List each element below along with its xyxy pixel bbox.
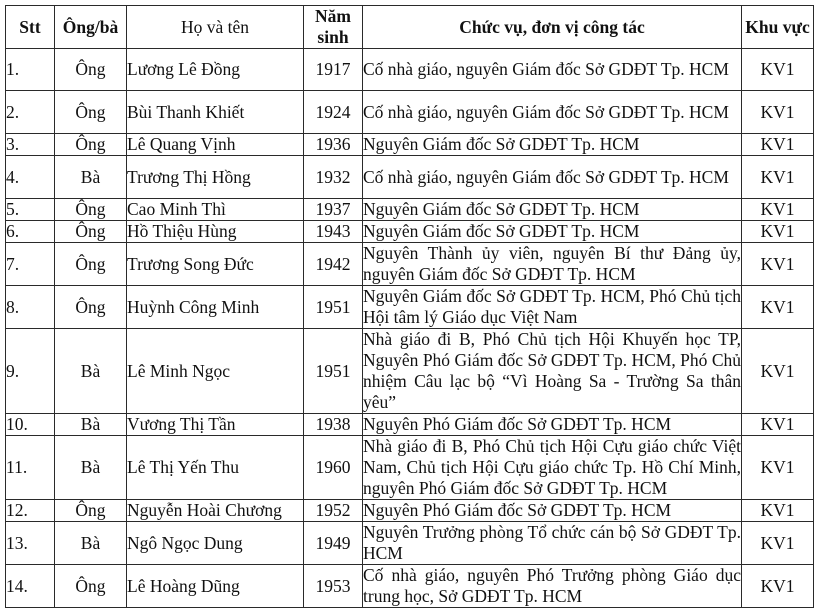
cell-title: Ông [55,91,127,134]
cell-birth-year: 1953 [304,565,363,608]
cell-name: Trương Thị Hồng [127,156,304,199]
cell-stt: 14. [6,565,55,608]
cell-birth-year: 1942 [304,243,363,286]
cell-stt: 2. [6,91,55,134]
header-row [6,6,814,49]
cell-stt: 12. [6,500,55,522]
table-row [6,199,814,221]
cell-stt: 10. [6,414,55,436]
cell-name: Vương Thị Tần [127,414,304,436]
cell-area: KV1 [742,134,814,156]
cell-position: Nguyên Phó Giám đốc Sở GDĐT Tp. HCM [363,414,742,436]
cell-title: Ông [55,134,127,156]
cell-name: Lê Minh Ngọc [127,329,304,414]
cell-area: KV1 [742,565,814,608]
cell-position: Nhà giáo đi B, Phó Chủ tịch Hội Khuyến học TP, Nguyên Phó Giám đốc Sở GDĐT Tp. HCM, Phó Chủ nhiệm Câu lạc bộ “Vì Hoàng Sa - Trường Sa thân yêu” [363,329,741,412]
cell-birth-year: 1949 [304,522,363,565]
cell-birth-year: 1960 [304,436,363,500]
table-row [6,91,814,134]
table-row [6,565,814,608]
cell-title: Ông [55,199,127,221]
cell-birth-year: 1937 [304,199,363,221]
table-row [6,49,814,91]
table-row [6,329,814,414]
honoree-table [5,5,814,608]
cell-area: KV1 [742,243,814,286]
cell-birth-year: 1943 [304,221,363,243]
table-row [6,243,814,286]
cell-area: KV1 [742,436,814,500]
cell-title: Ông [55,243,127,286]
cell-position: Nguyên Thành ủy viên, nguyên Bí thư Đảng ủy, nguyên Giám đốc Sở GDĐT Tp. HCM [363,243,741,284]
cell-area: KV1 [742,199,814,221]
cell-position: Nguyên Giám đốc Sở GDĐT Tp. HCM, Phó Chủ tịch Hội tâm lý Giáo dục Việt Nam [363,286,741,327]
table-row [6,221,814,243]
cell-title: Bà [55,436,127,500]
table-body [6,49,814,608]
cell-title: Ông [55,49,127,91]
cell-birth-year: 1917 [304,49,363,91]
cell-area: KV1 [742,221,814,243]
cell-position: Cố nhà giáo, nguyên Phó Trưởng phòng Giáo dục trung học, Sở GDĐT Tp. HCM [363,565,741,606]
header-name: Họ và tên [127,6,304,49]
cell-title: Bà [55,414,127,436]
cell-area: KV1 [742,286,814,329]
cell-title: Ông [55,565,127,608]
cell-stt: 6. [6,221,55,243]
cell-name: Bùi Thanh Khiết [127,91,304,134]
cell-stt: 1. [6,49,55,91]
cell-birth-year: 1936 [304,134,363,156]
cell-name: Hồ Thiệu Hùng [127,221,304,243]
cell-position: Cố nhà giáo, nguyên Giám đốc Sở GDĐT Tp. HCM [363,49,742,91]
table-row [6,134,814,156]
table-row [6,436,814,500]
cell-stt: 7. [6,243,55,286]
table-row [6,286,814,329]
cell-position: Nguyên Giám đốc Sở GDĐT Tp. HCM [363,134,742,156]
cell-birth-year: 1951 [304,329,363,414]
cell-stt: 4. [6,156,55,199]
header-year: Năm sinh [304,6,363,49]
cell-name: Cao Minh Thì [127,199,304,221]
cell-position: Nguyên Giám đốc Sở GDĐT Tp. HCM [363,199,742,221]
cell-stt: 13. [6,522,55,565]
cell-name: Lê Quang Vịnh [127,134,304,156]
cell-title: Bà [55,522,127,565]
cell-area: KV1 [742,156,814,199]
cell-title: Bà [55,156,127,199]
cell-name: Lương Lê Đồng [127,49,304,91]
cell-area: KV1 [742,414,814,436]
cell-area: KV1 [742,49,814,91]
header-position: Chức vụ, đơn vị công tác [363,6,742,49]
cell-position: Cố nhà giáo, nguyên Giám đốc Sở GDĐT Tp. HCM [363,156,742,199]
cell-birth-year: 1938 [304,414,363,436]
cell-position: Nguyên Giám đốc Sở GDĐT Tp. HCM [363,221,742,243]
cell-name: Ngô Ngọc Dung [127,522,304,565]
table-row [6,156,814,199]
cell-stt: 11. [6,436,55,500]
cell-position: Nguyên Phó Giám đốc Sở GDĐT Tp. HCM [363,500,742,522]
cell-position: Nhà giáo đi B, Phó Chủ tịch Hội Cựu giáo chức Việt Nam, Chủ tịch Hội Cựu giáo chức Tp. Hồ Chí Minh, nguyên Phó Giám đốc Sở GDĐT Tp. HCM [363,436,741,498]
table-row [6,414,814,436]
table-header [6,6,814,49]
cell-stt: 5. [6,199,55,221]
cell-birth-year: 1932 [304,156,363,199]
cell-name: Lê Hoàng Dũng [127,565,304,608]
cell-area: KV1 [742,329,814,414]
cell-title: Ông [55,221,127,243]
cell-area: KV1 [742,522,814,565]
cell-area: KV1 [742,91,814,134]
cell-position: Cố nhà giáo, nguyên Giám đốc Sở GDĐT Tp. HCM [363,91,742,134]
cell-stt: 3. [6,134,55,156]
header-title: Ông/bà [55,6,127,49]
cell-name: Trương Song Đức [127,243,304,286]
cell-area: KV1 [742,500,814,522]
cell-name: Lê Thị Yến Thu [127,436,304,500]
cell-birth-year: 1952 [304,500,363,522]
cell-name: Nguyễn Hoài Chương [127,500,304,522]
cell-stt: 9. [6,329,55,414]
cell-name: Huỳnh Công Minh [127,286,304,329]
header-area: Khu vực [742,6,814,49]
cell-title: Bà [55,329,127,414]
cell-title: Ông [55,500,127,522]
header-stt: Stt [6,6,55,49]
cell-birth-year: 1951 [304,286,363,329]
cell-stt: 8. [6,286,55,329]
cell-title: Ông [55,286,127,329]
table-row [6,500,814,522]
cell-position: Nguyên Trưởng phòng Tổ chức cán bộ Sở GDĐT Tp. HCM [363,522,741,563]
cell-birth-year: 1924 [304,91,363,134]
table-row [6,522,814,565]
